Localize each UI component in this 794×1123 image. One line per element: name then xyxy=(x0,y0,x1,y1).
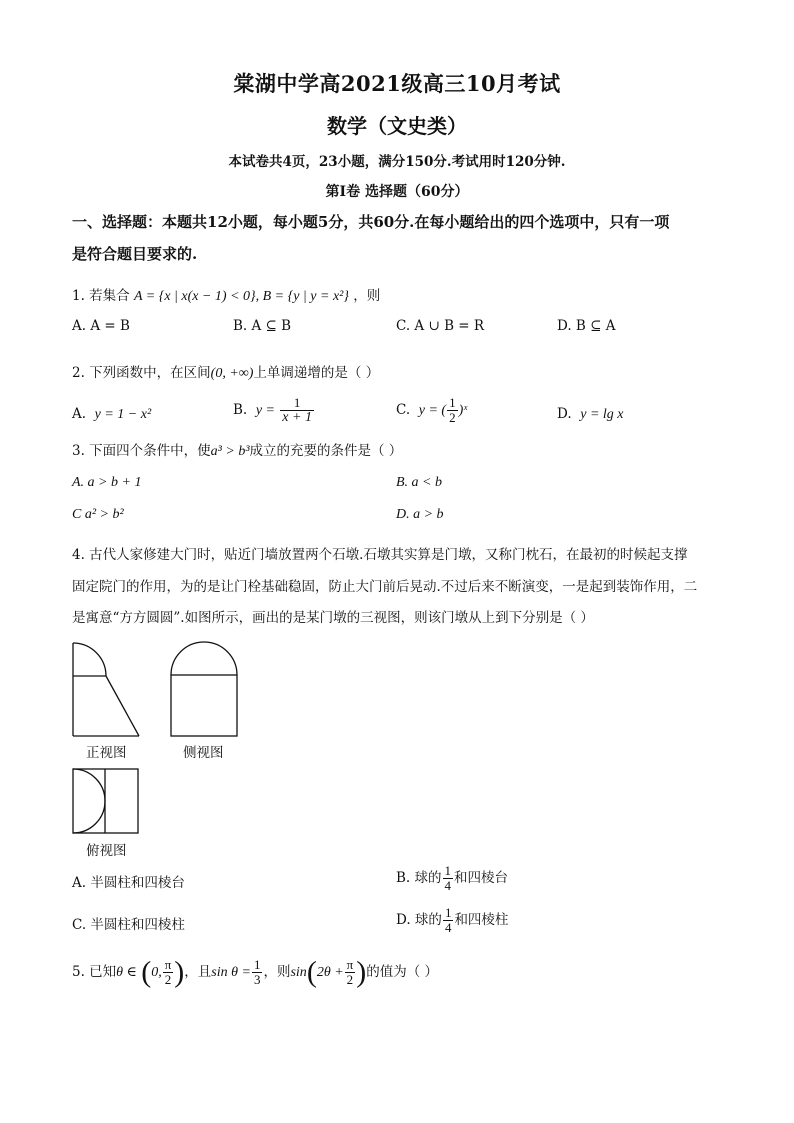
q2-b-numerator: 1 xyxy=(280,396,314,411)
q1-option-c: C. A ∪ B = R xyxy=(396,318,485,334)
section-heading-line1: 一、选择题：本题共12小题，每小题5分，共60分.在每小题给出的四个选项中，只有一项 xyxy=(72,213,670,231)
question-5: 5. 已知θ ∈ (0, $\frac{\pi}{2}$ )，且sin θ = $\frac{1}{3}$ ，则sin(2θ + $\frac{\pi}{2}$ )的值为（ ） xyxy=(72,955,439,989)
q2-text-a: 2. 下列函数中，在区间 xyxy=(72,365,211,381)
question-4-line2: 固定院门的作用，为的是让门栓基础稳固，防止大门前后晃动.不过后来不断演变，一是起到装饰作用，二 xyxy=(72,579,698,595)
exam-title: 棠湖中学高2021级高三10月考试 xyxy=(233,71,561,96)
q1-option-d: D. B ⊆ A xyxy=(557,318,616,334)
side-view-drawing xyxy=(171,642,237,736)
q1-prefix: 1. 若集合 xyxy=(72,288,130,304)
q1-option-b: B. A ⊆ B xyxy=(233,318,292,334)
q2-option-d: D. y = lg x xyxy=(557,406,624,422)
q2-text-b: 上单调递增的是（ ） xyxy=(253,365,380,381)
q3-option-c: C a² > b² xyxy=(72,507,124,522)
q1-suffix: ，则 xyxy=(353,288,381,304)
question-3: 3. 下面四个条件中，使a³ > b³成立的充要的条件是（ ） xyxy=(72,443,403,459)
volume-heading: 第Ⅰ卷 选择题（60分） xyxy=(325,184,469,200)
q1-option-a: A. A = B xyxy=(72,318,130,334)
q1-math: A = {x | x(x − 1) < 0}, B = {y | y = x²} xyxy=(133,289,349,304)
q2-option-a: A. y = 1 − x² xyxy=(72,406,152,422)
side-view-label: 侧视图 xyxy=(183,745,224,761)
q4-option-b: B. 球的 $\frac{1}{4}$ 和四棱台 xyxy=(396,863,509,893)
exam-info: 本试卷共4页，23小题，满分150分.考试用时120分钟. xyxy=(228,154,566,170)
q2-interval: (0, +∞) xyxy=(210,366,254,381)
exam-subtitle: 数学（文史类） xyxy=(327,114,467,138)
q4-option-c: C. 半圆柱和四棱柱 xyxy=(72,917,185,933)
q2-c-denominator: 2 xyxy=(449,410,456,425)
q3-option-b: B. a < b xyxy=(396,475,442,490)
q2-option-c: C. y = ( $\frac{1}{2}$ )ˣ xyxy=(396,395,468,425)
front-view-label: 正视图 xyxy=(86,745,127,761)
question-4-line1: 4. 古代人家修建大门时，贴近门墙放置两个石墩.石墩其实算是门墩，又称门枕石，在最初的时候起支撑 xyxy=(72,547,688,563)
q3-option-d: D. a > b xyxy=(396,507,444,522)
q2-c-numerator: 1 xyxy=(449,395,456,410)
q2-b-denominator: x + 1 xyxy=(282,410,312,425)
question-4-line3: 是寓意“方方圆圆”.如图所示，画出的是某门墩的三视图，则该门墩从上到下分别是（ ） xyxy=(72,610,594,626)
section-heading-line2: 是符合题目要求的. xyxy=(72,245,198,263)
q4-option-a: A. 半圆柱和四棱台 xyxy=(72,875,185,891)
q3-option-a: A. a > b + 1 xyxy=(72,475,142,490)
top-view-drawing xyxy=(73,769,138,833)
q2-option-b: B. y = $\frac{1}{x + 1}$ xyxy=(233,395,312,425)
front-view-drawing xyxy=(73,643,139,736)
top-view-label: 俯视图 xyxy=(86,843,127,859)
q4-option-d: D. 球的 $\frac{1}{4}$ 和四棱柱 xyxy=(396,905,509,935)
q3-math: a³ > b³ xyxy=(210,444,250,459)
